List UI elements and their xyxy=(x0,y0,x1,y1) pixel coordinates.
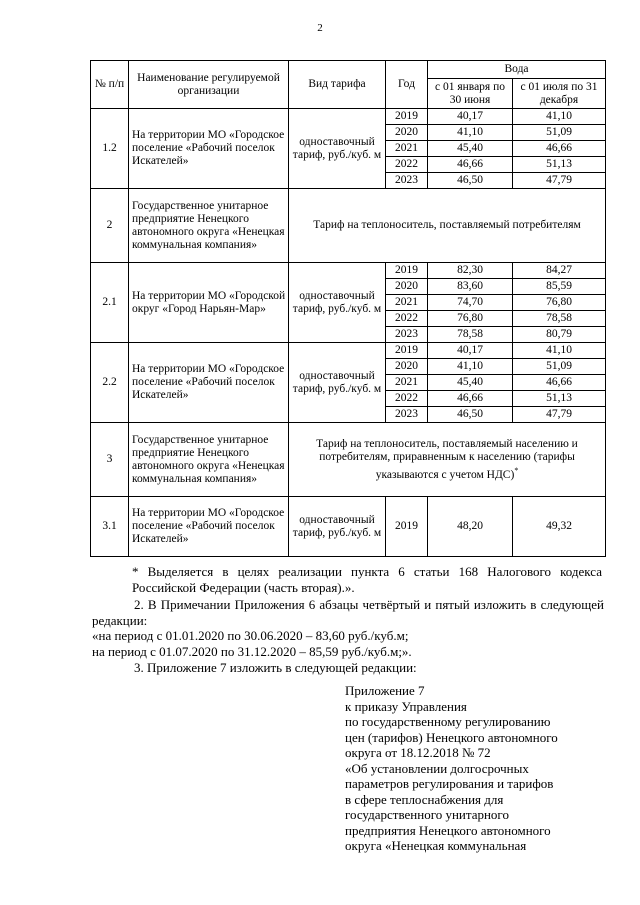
row-org: На территории МО «Городское поселение «Рабочий поселок Искателей» xyxy=(129,497,289,557)
cell-year: 2020 xyxy=(386,125,428,141)
cell-value: 49,32 xyxy=(513,497,606,557)
cell-value: 45,40 xyxy=(428,375,513,391)
appendix-title: Приложение 7 xyxy=(345,683,425,698)
cell-year: 2022 xyxy=(386,391,428,407)
cell-value: 84,27 xyxy=(513,263,606,279)
cell-value: 47,79 xyxy=(513,173,606,189)
cell-value: 46,50 xyxy=(428,173,513,189)
cell-value: 41,10 xyxy=(513,109,606,125)
paragraph-2: 2. В Примечании Приложения 6 абзацы четвёртый и пятый изложить в следующей редакции: xyxy=(92,597,604,628)
footnote-mark: * xyxy=(514,465,519,475)
appendix-line: государственного унитарного xyxy=(345,807,509,822)
appendix-line: «Об установлении долгосрочных xyxy=(345,760,529,776)
row-note: Тариф на теплоноситель, поставляемый потребителям xyxy=(289,189,606,263)
cell-year: 2021 xyxy=(386,295,428,311)
cell-value: 46,66 xyxy=(513,375,606,391)
header-year: Год xyxy=(386,61,428,109)
paragraph-3: 3. Приложение 7 изложить в следующей редакции: xyxy=(134,660,417,675)
cell-value: 82,30 xyxy=(428,263,513,279)
row-tariff: одноставочный тариф, руб./куб. м xyxy=(289,497,386,557)
cell-year: 2021 xyxy=(386,375,428,391)
cell-value: 51,09 xyxy=(513,359,606,375)
appendix-line: округа «Ненецкая коммунальная xyxy=(345,838,527,853)
appendix-line: к приказу Управления xyxy=(345,698,467,714)
row-note xyxy=(289,423,606,497)
page-number: 2 xyxy=(317,22,323,34)
appendix-block xyxy=(345,683,605,854)
cell-year: 2019 xyxy=(386,497,428,557)
cell-value: 47,79 xyxy=(513,407,606,423)
cell-value: 51,09 xyxy=(513,125,606,141)
cell-value: 78,58 xyxy=(513,311,606,327)
cell-value: 51,13 xyxy=(513,157,606,173)
header-water: Вода xyxy=(428,61,606,79)
cell-value: 74,70 xyxy=(428,295,513,311)
row-org: На территории МО «Городское поселение «Рабочий поселок Искателей» xyxy=(129,343,289,423)
row-org: На территории МО «Городской округ «Город Нарьян-Мар» xyxy=(129,263,289,343)
row-tariff: одноставочный тариф, руб./куб. м xyxy=(289,343,386,423)
cell-value: 46,66 xyxy=(428,391,513,407)
appendix-line: округа от 18.12.2018 № 72 xyxy=(345,745,491,760)
row-tariff: одноставочный тариф, руб./куб. м xyxy=(289,109,386,189)
cell-value: 85,59 xyxy=(513,279,606,295)
header-period1: с 01 января по 30 июня xyxy=(428,79,513,109)
cell-value: 51,13 xyxy=(513,391,606,407)
appendix-line: параметров регулирования и тарифов xyxy=(345,776,554,791)
row-num: 1.2 xyxy=(91,109,129,189)
header-num: № п/п xyxy=(91,61,129,109)
cell-year: 2023 xyxy=(386,173,428,189)
cell-year: 2020 xyxy=(386,359,428,375)
appendix-line: предприятия Ненецкого автономного xyxy=(345,822,551,838)
row-num: 2 xyxy=(91,189,129,263)
row-org: Государственное унитарное предприятие Ненецкого автономного округа «Ненецкая коммунальная компания» xyxy=(129,423,289,497)
cell-value: 76,80 xyxy=(513,295,606,311)
line-b: на период с 01.07.2020 по 31.12.2020 – 85,59 руб./куб.м;». xyxy=(92,644,412,659)
cell-year: 2022 xyxy=(386,157,428,173)
cell-value: 41,10 xyxy=(428,125,513,141)
appendix-line: по государственному регулированию xyxy=(345,714,551,729)
cell-value: 46,66 xyxy=(428,157,513,173)
cell-value: 46,66 xyxy=(513,141,606,157)
cell-year: 2019 xyxy=(386,263,428,279)
cell-value: 76,80 xyxy=(428,311,513,327)
cell-value: 40,17 xyxy=(428,343,513,359)
cell-value: 40,17 xyxy=(428,109,513,125)
row-num: 2.1 xyxy=(91,263,129,343)
appendix-line: в сфере теплоснабжения для xyxy=(345,791,504,807)
tariff-table xyxy=(90,60,606,557)
appendix-line: цен (тарифов) Ненецкого автономного xyxy=(345,729,558,745)
row-num: 2.2 xyxy=(91,343,129,423)
cell-year: 2022 xyxy=(386,311,428,327)
row-num: 3 xyxy=(91,423,129,497)
cell-value: 78,58 xyxy=(428,327,513,343)
cell-value: 46,50 xyxy=(428,407,513,423)
header-tariff: Вид тарифа xyxy=(289,61,386,109)
line-a: «на период с 01.01.2020 по 30.06.2020 – 83,60 руб./куб.м; xyxy=(92,628,409,643)
row-num: 3.1 xyxy=(91,497,129,557)
cell-value: 48,20 xyxy=(428,497,513,557)
row-tariff: одноставочный тариф, руб./куб. м xyxy=(289,263,386,343)
header-period2: с 01 июля по 31 декабря xyxy=(513,79,606,109)
cell-value: 80,79 xyxy=(513,327,606,343)
cell-year: 2021 xyxy=(386,141,428,157)
row-note-text: Тариф на теплоноситель, поставляемый населению и потребителям, приравненным к населению (тарифы указываются с учетом НДС) xyxy=(316,437,578,481)
cell-value: 83,60 xyxy=(428,279,513,295)
header-org: Наименование регулируемой организации xyxy=(129,61,289,109)
row-org: Государственное унитарное предприятие Ненецкого автономного округа «Ненецкая коммунальная компания» xyxy=(129,189,289,263)
cell-year: 2019 xyxy=(386,343,428,359)
cell-value: 45,40 xyxy=(428,141,513,157)
cell-value: 41,10 xyxy=(428,359,513,375)
cell-year: 2019 xyxy=(386,109,428,125)
cell-value: 41,10 xyxy=(513,343,606,359)
row-org: На территории МО «Городское поселение «Рабочий поселок Искателей» xyxy=(129,109,289,189)
footnote: * Выделяется в целях реализации пункта 6 статьи 168 Налогового кодекса Российской Федерации (часть вторая).». xyxy=(132,564,602,595)
cell-year: 2023 xyxy=(386,327,428,343)
cell-year: 2020 xyxy=(386,279,428,295)
cell-year: 2023 xyxy=(386,407,428,423)
